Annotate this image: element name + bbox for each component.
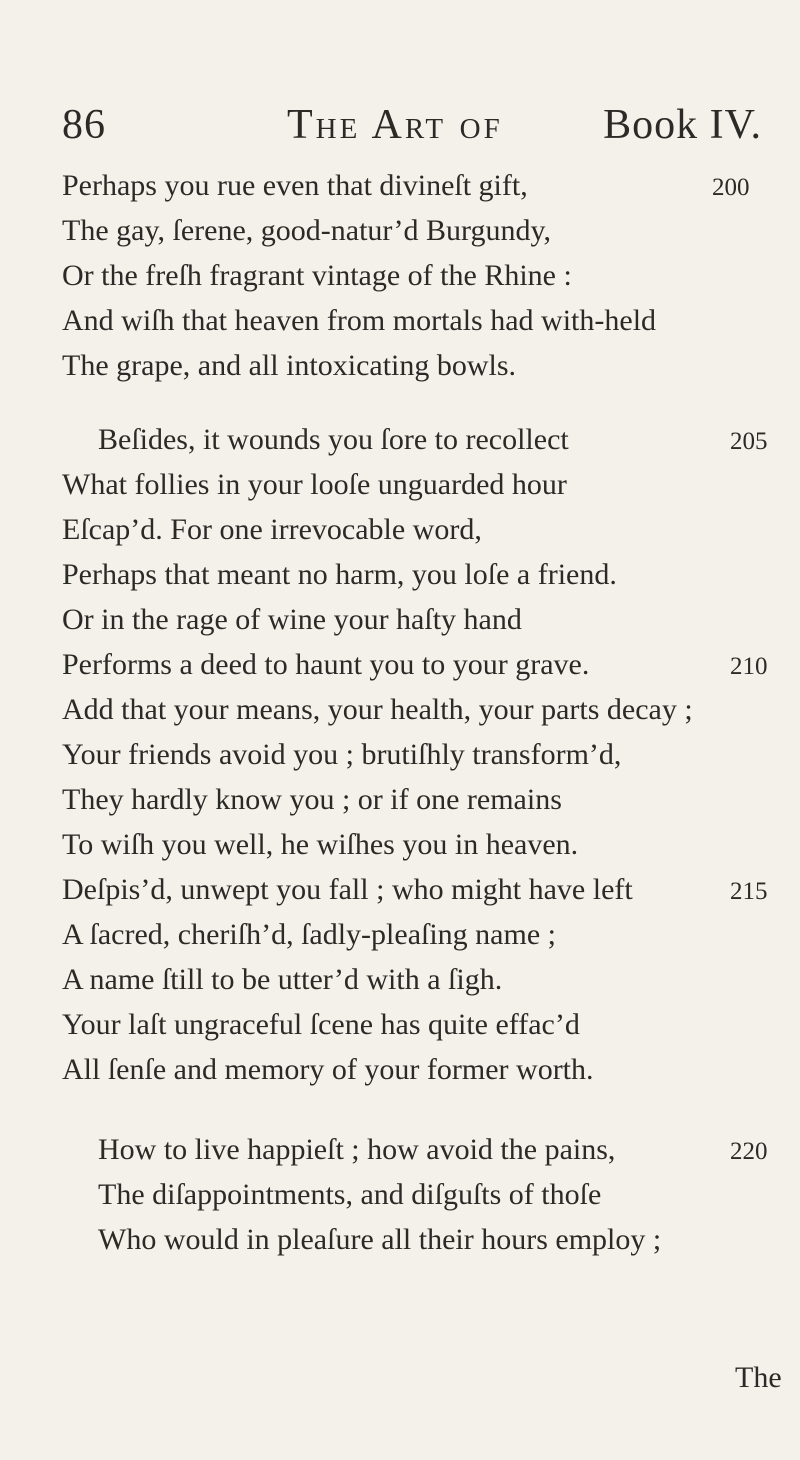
line-number: 210 bbox=[730, 653, 768, 680]
verse-line: A name ſtill to be utter’d with a ſigh. bbox=[62, 963, 503, 996]
verse-line: How to live happieſt ; how avoid the pains, bbox=[98, 1133, 616, 1166]
verse-line: Your friends avoid you ; brutiſhly transform’d, bbox=[62, 738, 622, 771]
verse-line: What follies in your looſe unguarded hour bbox=[62, 468, 567, 501]
running-head bbox=[62, 100, 762, 150]
verse-line: Deſpis’d, unwept you fall ; who might have left bbox=[62, 873, 633, 906]
verse-line: Or the freſh fragrant vintage of the Rhine : bbox=[62, 259, 572, 292]
book-label: Book IV. bbox=[603, 102, 762, 148]
verse-line: Who would in pleaſure all their hours employ ; bbox=[98, 1223, 662, 1256]
verse-line: Beſides, it wounds you ſore to recollect bbox=[98, 423, 569, 456]
verse-line: The diſappointments, and diſguſts of thoſe bbox=[98, 1178, 602, 1211]
catchword: The bbox=[735, 1361, 782, 1394]
verse-line: Eſcap’d. For one irrevocable word, bbox=[62, 513, 482, 546]
verse-line: To wiſh you well, he wiſhes you in heaven. bbox=[62, 828, 579, 861]
page-number: 86 bbox=[62, 102, 106, 148]
verse-line: Perhaps that meant no harm, you loſe a friend. bbox=[62, 558, 617, 591]
line-number: 200 bbox=[712, 174, 750, 201]
verse-line: Perhaps you rue even that divineſt gift, bbox=[62, 169, 528, 202]
verse-line: Add that your means, your health, your parts decay ; bbox=[62, 693, 693, 726]
verse-line: A ſacred, cheriſh’d, ſadly-pleaſing name ; bbox=[62, 918, 556, 951]
line-number: 215 bbox=[730, 878, 768, 905]
verse-line: The grape, and all intoxicating bowls. bbox=[62, 349, 517, 382]
verse-line: Performs a deed to haunt you to your grave. bbox=[62, 648, 590, 681]
running-title: The Art of bbox=[287, 102, 503, 148]
verse-line: They hardly know you ; or if one remains bbox=[62, 783, 562, 816]
verse-line: Your laſt ungraceful ſcene has quite effac’d bbox=[62, 1008, 580, 1041]
verse-line: And wiſh that heaven from mortals had with-held bbox=[62, 304, 657, 337]
verse-line: The gay, ſerene, good-natur’d Burgundy, bbox=[62, 214, 552, 247]
line-number: 205 bbox=[730, 428, 768, 455]
verse-line: Or in the rage of wine your haſty hand bbox=[62, 603, 522, 636]
line-number: 220 bbox=[730, 1138, 768, 1165]
verse-line: All ſenſe and memory of your former worth. bbox=[62, 1053, 594, 1086]
